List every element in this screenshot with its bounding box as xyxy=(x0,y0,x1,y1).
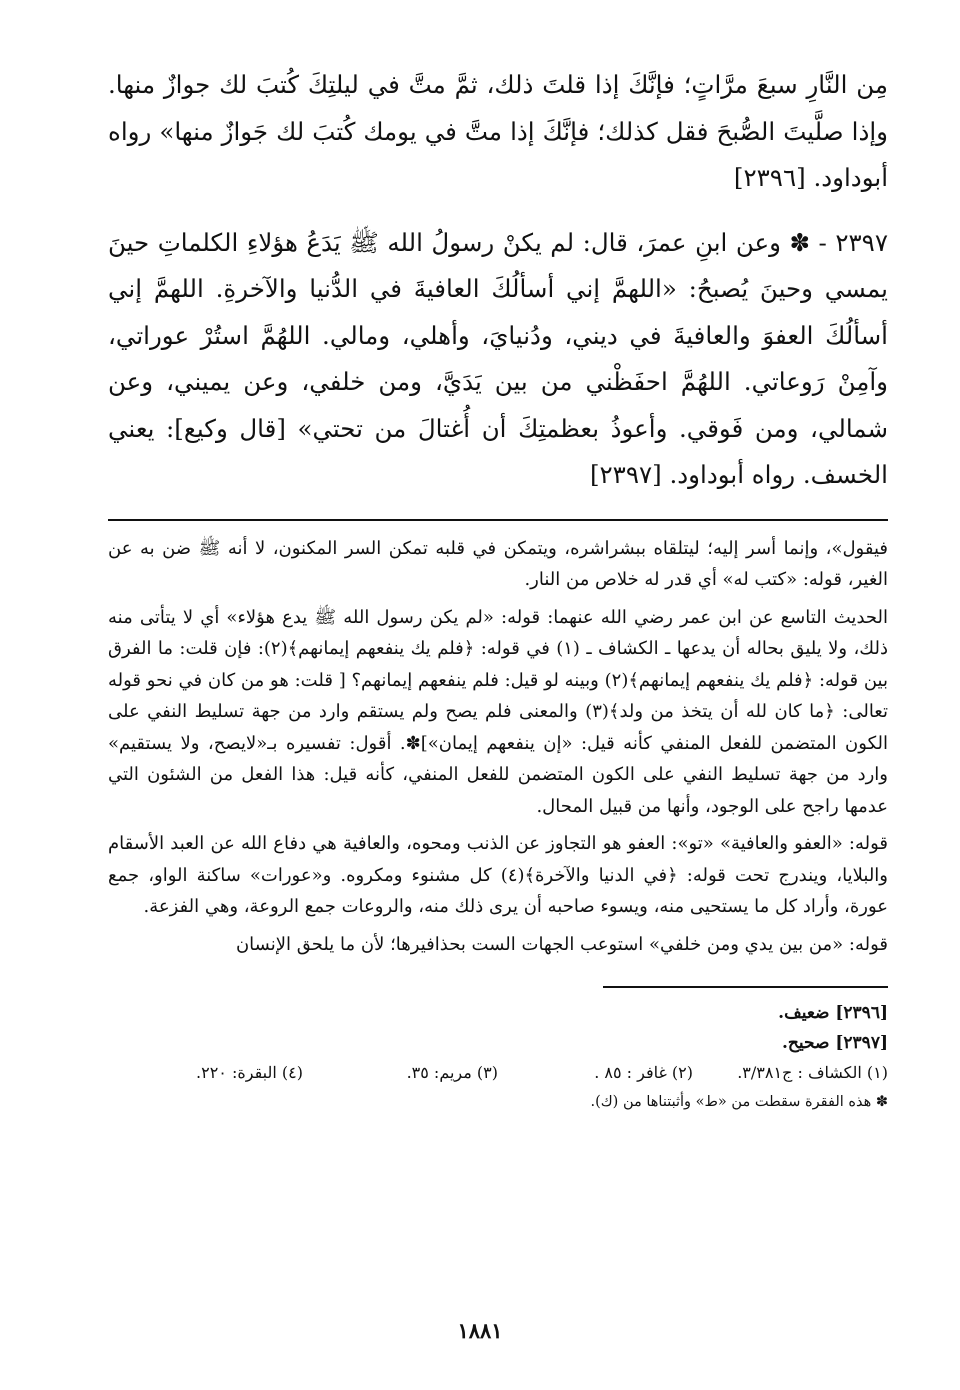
footnote-divider xyxy=(603,986,888,988)
section-divider xyxy=(108,519,888,521)
hadith-paragraph-1: مِن النَّارِ سبعَ مرَّاتٍ؛ فإنَّكَ إذا قلتَ ذلك، ثمَّ متَّ في ليلتِكَ كُتبَ لك جوازٌ منها. وإذا صلَّيتَ الصُّبحَ فقل كذلك؛ فإنَّكَ إذا متَّ في يومك كُتبَ لك جَوازٌ منها» رواه أبوداود. [٢٣٩٦] xyxy=(108,70,888,192)
footnote-references xyxy=(108,1060,888,1086)
footnote-note: ✽ هذه الفقرة سقطت من «ط» وأثبتناها من (ك). xyxy=(590,1094,888,1110)
footnote-ref-3: (٣) مريم: ٣٥. xyxy=(406,1063,498,1082)
hadith-text xyxy=(108,62,888,499)
commentary-paragraph-1: فيقول»، وإنما أسر إليه؛ ليتلقاه ببشراشره، ويتمكن في قلبه تمكن السر المكنون، لا أنه ﷺ ضن به عن الغير، قوله: «كتب له» أي قدر له خلاص من النار. xyxy=(108,537,888,590)
footnote-ref-4: (٤) البقرة: ٢٢٠. xyxy=(196,1063,303,1082)
footnotes xyxy=(108,998,888,1114)
commentary-paragraph-4: قوله: «من بين يدي ومن خلفي» استوعب الجهات الست بحذافيرها؛ لأن ما يلحق الإنسان xyxy=(235,933,888,955)
commentary xyxy=(108,533,888,961)
page-content xyxy=(108,62,888,1114)
commentary-paragraph-3: قوله: «العفو والعافية» «تو»: العفو هو التجاوز عن الذنب ومحوه، والعافية هي دفاع الله عن العبد الأسقام والبلايا، ويندرج تحت قوله: ﴿في الدنيا والآخرة﴾(٤) كل مشنوء ومكروه. و«عورات» ساكنة الواو، جمع عورة، وأراد كل ما يستحيى منه، ويسوء صاحبه أن يرى ذلك منه، والروعات جمع الروعة، وهي الفزعة. xyxy=(108,833,888,917)
hadith-paragraph-2: ٢٣٩٧ - ✽ وعن ابنِ عمرَ، قال: لم يكنْ رسولُ الله ﷺ يَدَعُ هؤلاءِ الكلماتِ حينَ يمسي وحينَ يُصبحُ: «اللهمَّ إني أسألُكَ العافيةَ في الدُّنيا والآخرةِ. اللهمَّ إني أسألُكَ العفوَ والعافيةَ في ديني، ودُنيايَ، وأهلي، ومالي. اللهُمَّ استُرْ عوراتي، وآمِنْ رَوعاتي. اللهُمَّ احفَظْني من بين يَدَيَّ، ومن خلفي، وعن يميني، وعن شمالي، ومن فَوقي. وأعوذُ بعظمتِكَ أن أُغتالَ من تحتي» [قال وكيع]: يعني الخسف. رواه أبوداود. [٢٣٩٧] xyxy=(108,227,888,489)
footnote-ref-2: (٢) غافر : ٨٥ . xyxy=(594,1063,693,1082)
commentary-paragraph-2: الحديث التاسع عن ابن عمر رضي الله عنهما: قوله: «لم يكن رسول الله ﷺ يدع هؤلاء» أي لا يتأتى منه ذلك، ولا يليق بحاله أن يدعها ـ الكشاف ـ (١) في قوله: ﴿فلم يك ينفعهم إيمانهم﴾(٢): فإن قلت: ما الفرق بين قوله: ﴿فلم يك ينفعهم إيمانهم﴾(٢) وبينه لو قيل: فلم ينفعهم إيمانهم؟ [ قلت: هو من كان في نحو قوله تعالى: ﴿ما كان لله أن يتخذ من ولد﴾(٣) والمعنى فلم يصح ولم يستقم وارد من جهة تسليط النفي على الكون المتضمن للفعل المنفي كأنه قيل: «إن ينفعهم إيمان»]✽. أقول: تفسيره بـ«لايصح، ولا يستقيم» وارد من جهة تسليط النفي على الكون المتضمن للفعل المنفي، كأنه قيل: هذا الفعل من الشئون التي عدمها راجح على الوجود، وأنها من قبيل المحال. xyxy=(108,606,888,817)
page-number: ١٨٨١ xyxy=(457,1318,503,1343)
footnote-ref-1: (١) الكشاف : ج٣/٣٨١. xyxy=(737,1063,888,1082)
footnote-grade-2396: [٢٣٩٦] ضعيف. xyxy=(778,1003,888,1023)
footnote-grade-2397: [٢٣٩٧] صحيح. xyxy=(782,1033,888,1053)
